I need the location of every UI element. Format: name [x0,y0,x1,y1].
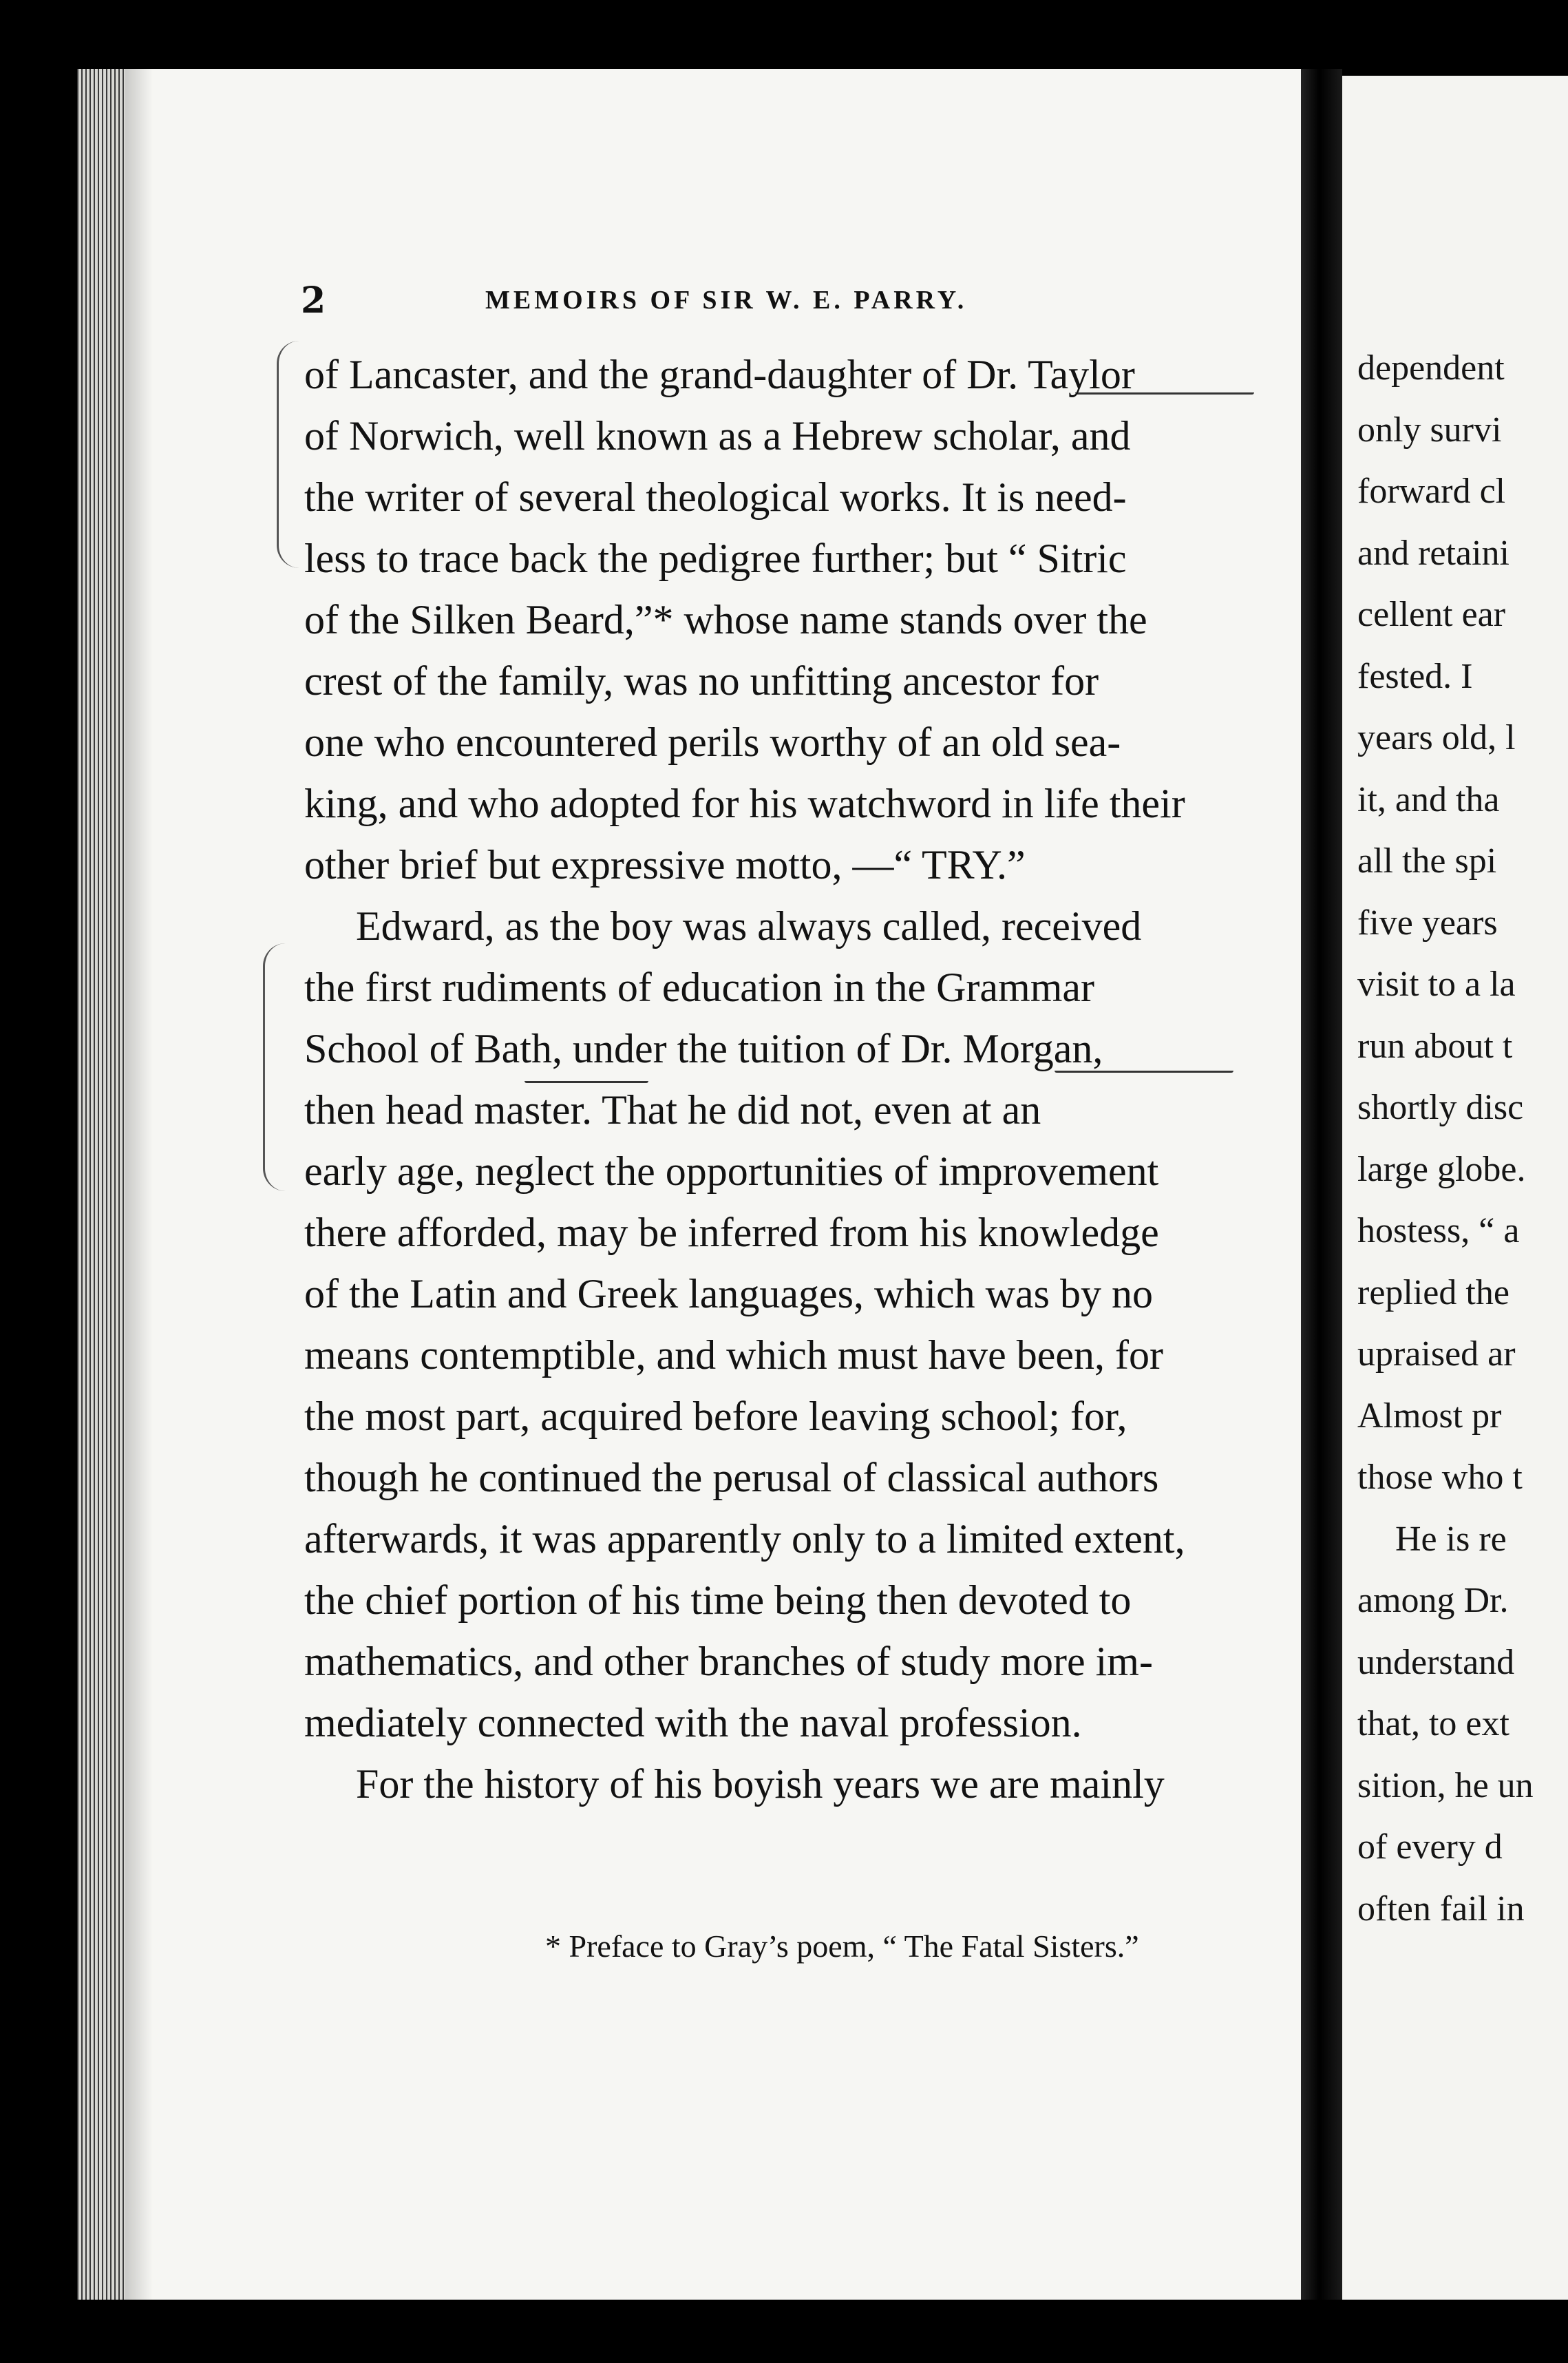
text-line: the first rudiments of education in the Grammar [304,965,1094,1010]
text-line: often fail in [1357,1889,1525,1929]
text-line: hostess, “ a [1357,1211,1520,1250]
text-line: other brief but expressive motto, —“ TRY.” [304,842,1026,888]
text-line: replied the [1357,1272,1509,1312]
text-line: School of Bath, under the tuition of Dr. Morgan, [304,1026,1103,1071]
text-line: Almost pr [1357,1396,1502,1436]
text-line: of Lancaster, and the grand-daughter of Dr. Taylor [304,352,1135,397]
right-page [1342,76,1568,2300]
text-line: mediately connected with the naval profession. [304,1700,1082,1745]
text-line: that, to ext [1357,1704,1509,1743]
running-title: MEMOIRS OF SIR W. E. PARRY. [485,286,968,315]
text-line: forward cl [1357,472,1506,511]
book-gutter [1301,69,1342,2300]
text-line: those who t [1357,1458,1523,1497]
text-line: all the spi [1357,841,1497,881]
text-line: though he continued the perusal of classical authors [304,1455,1159,1500]
left-page [77,69,1316,2300]
paragraph-start-line: For the history of his boyish years we are mainly [356,1761,1165,1807]
text-line: shortly disc [1357,1088,1524,1127]
body-text [304,344,1316,1815]
text-line: the most part, acquired before leaving school; for, [304,1394,1127,1439]
page-shadow [125,69,153,2300]
footnote: * Preface to Gray’s poem, “ The Fatal Sisters.” [545,1929,1139,1964]
text-line: afterwards, it was apparently only to a limited extent, [304,1516,1185,1562]
scan-edge-mark [1115,0,1121,15]
text-line: there afforded, may be inferred from his knowledge [304,1210,1159,1255]
text-line: run about t [1357,1026,1513,1066]
page-stack-edges [77,69,125,2300]
text-line: one who encountered perils worthy of an old sea- [304,720,1121,765]
text-line: years old, l [1357,718,1516,757]
text-line: crest of the family, was no unfitting ancestor for [304,658,1099,704]
text-line: the writer of several theological works. It is need- [304,474,1127,520]
pencil-bracket-mark [277,341,299,568]
paragraph-start-line: Edward, as the boy was always called, received [356,903,1142,949]
text-line: mathematics, and other branches of study more im- [304,1639,1153,1684]
right-page-text [1357,337,1568,1940]
text-line: the chief portion of his time being then devoted to [304,1577,1132,1623]
text-line: five years [1357,903,1498,943]
text-line: of every d [1357,1827,1503,1867]
text-line: means contemptible, and which must have been, for [304,1332,1163,1378]
text-line: it, and tha [1357,779,1500,819]
text-line: fested. I [1357,656,1473,696]
text-line: and retaini [1357,533,1509,573]
text-line: dependent [1357,348,1505,388]
text-line: of the Silken Beard,”* whose name stands over the [304,597,1147,642]
text-line: among Dr. [1357,1581,1509,1620]
text-line: king, and who adopted for his watchword in life their [304,781,1185,826]
text-line: large globe. [1357,1149,1526,1189]
text-line: only survi [1357,410,1502,450]
text-line: of the Latin and Greek languages, which was by no [304,1271,1153,1316]
text-line: visit to a la [1357,965,1516,1004]
text-line: then head master. That he did not, even at an [304,1087,1041,1133]
text-line: less to trace back the pedigree further; but “ Sitric [304,536,1127,581]
text-line: cellent ear [1357,595,1506,634]
page-number: 2 [301,280,326,322]
text-line: upraised ar [1357,1334,1516,1374]
text-line: early age, neglect the opportunities of improvement [304,1148,1159,1194]
text-line: of Norwich, well known as a Hebrew scholar, and [304,413,1131,459]
pencil-bracket-mark [263,943,286,1191]
text-line: sition, he un [1357,1765,1534,1805]
text-line: understand [1357,1642,1515,1682]
paragraph-start-line: He is re [1395,1519,1507,1559]
